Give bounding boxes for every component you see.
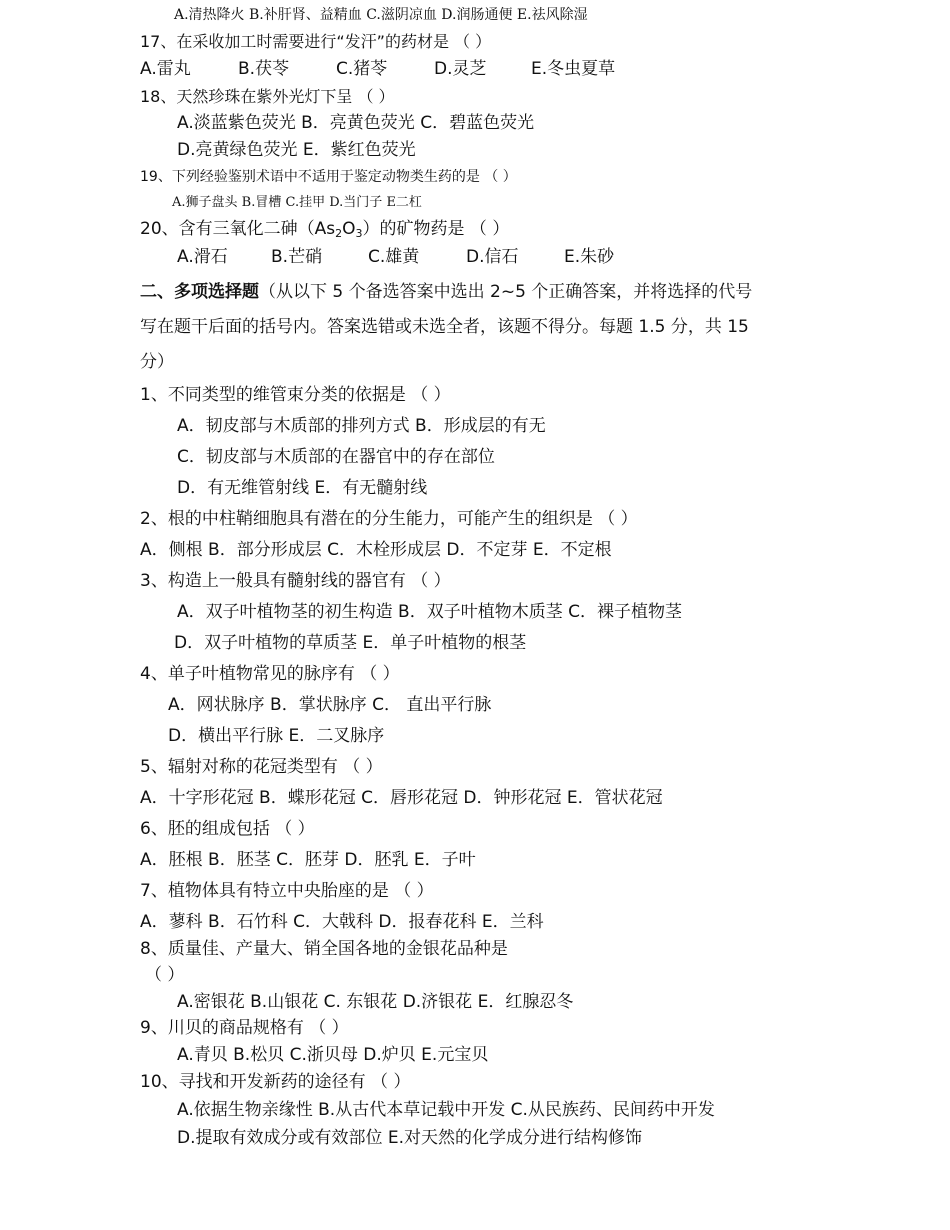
section2-intro-line3: 分） — [140, 352, 174, 372]
m7-options: A．蓼科 B．石竹科 C．大戟科 D．报春花科 E．兰科 — [140, 912, 544, 932]
q20-stem: 20、含有三氧化二砷$(As_2O_3)$的矿物药是 （ ） — [140, 219, 510, 240]
m1-stem: 1、不同类型的维管束分类的依据是 （ ） — [140, 385, 451, 405]
m1-options-line3: D．有无维管射线 E．有无髓射线 — [177, 478, 428, 498]
m3-options-line2: D．双子叶植物的草质茎 E．单子叶植物的根茎 — [174, 633, 527, 653]
q19-stem: 19、下列经验鉴别术语中不适用于鉴定动物类生药的是 （ ） — [140, 169, 517, 185]
m3-stem: 3、构造上一般具有髓射线的器官有 （ ） — [140, 571, 451, 591]
m2-stem: 2、根的中柱鞘细胞具有潜在的分生能力，可能产生的组织是 （ ） — [140, 509, 638, 529]
m2-options: A．侧根 B．部分形成层 C．木栓形成层 D．不定芽 E．不定根 — [140, 540, 612, 560]
q18-options-line1: A.淡蓝紫色荧光 B．亮黄色荧光 C．碧蓝色荧光 — [177, 113, 535, 133]
m6-stem: 6、胚的组成包括 （ ） — [140, 819, 315, 839]
m1-options-line2: C．韧皮部与木质部的在器官中的存在部位 — [177, 447, 495, 467]
q17-option-e: E.冬虫夏草 — [531, 59, 616, 79]
q17-option-c: C.猪苓 — [336, 59, 388, 79]
m6-options: A．胚根 B．胚茎 C．胚芽 D．胚乳 E．子叶 — [140, 850, 476, 870]
q20-option-e: E.朱砂 — [564, 247, 615, 267]
m10-stem: 10、寻找和开发新药的途径有 （ ） — [140, 1072, 411, 1092]
q17-option-b: B.茯苓 — [238, 59, 290, 79]
m4-options-line1: A．网状脉序 B．掌状脉序 C． 直出平行脉 — [168, 695, 492, 715]
q20-option-a: A.滑石 — [177, 247, 228, 267]
q16-options: A.清热降火 B.补肝肾、益精血 C.滋阴凉血 D.润肠通便 E.祛风除湿 — [174, 7, 588, 23]
m10-options-line1: A.依据生物亲缘性 B.从古代本草记载中开发 C.从民族药、民间药中开发 — [177, 1100, 715, 1120]
m3-options-line1: A．双子叶植物茎的初生构造 B．双子叶植物木质茎 C．裸子植物茎 — [177, 602, 682, 622]
q18-options-line2: D.亮黄绿色荧光 E．紫红色荧光 — [177, 140, 416, 160]
q17-option-a: A.雷丸 — [140, 59, 191, 79]
section2-intro-line1: 二、多项选择题（从以下 5 个备选答案中选出 2~5 个正确答案，并将选择的代号 — [140, 282, 753, 302]
section2-intro-line2: 写在题干后面的括号内。答案选错或未选全者，该题不得分。每题 1.5 分，共 15 — [140, 317, 749, 337]
m9-options: A.青贝 B.松贝 C.浙贝母 D.炉贝 E.元宝贝 — [177, 1045, 489, 1065]
m8-options: A.密银花 B.山银花 C. 东银花 D.济银花 E．红腺忍冬 — [177, 992, 574, 1012]
m9-stem: 9、川贝的商品规格有 （ ） — [140, 1018, 349, 1038]
m7-stem: 7、植物体具有特立中央胎座的是 （ ） — [140, 881, 434, 901]
m5-stem: 5、辐射对称的花冠类型有 （ ） — [140, 757, 383, 777]
m4-stem: 4、单子叶植物常见的脉序有 （ ） — [140, 664, 400, 684]
m8-bracket: （ ） — [145, 965, 185, 985]
q17-stem: 17、在采收加工时需要进行“发汗”的药材是 （ ） — [140, 32, 492, 51]
m8-stem: 8、质量佳、产量大、销全国各地的金银花品种是 — [140, 939, 508, 959]
m4-options-line2: D．横出平行脉 E．二叉脉序 — [168, 726, 385, 746]
q20-option-c: C.雄黄 — [368, 247, 420, 267]
q17-option-d: D.灵芝 — [434, 59, 487, 79]
q19-options: A.狮子盘头 B.冒槽 C.挂甲 D.当门子 E二杠 — [172, 195, 422, 210]
q18-stem: 18、天然珍珠在紫外光灯下呈 （ ） — [140, 87, 395, 106]
q20-option-b: B.芒硝 — [271, 247, 323, 267]
m10-options-line2: D.提取有效成分或有效部位 E.对天然的化学成分进行结构修饰 — [177, 1128, 643, 1148]
section2-title: 二、多项选择题 — [140, 282, 259, 302]
m1-options-line1: A．韧皮部与木质部的排列方式 B．形成层的有无 — [177, 416, 546, 436]
m5-options: A．十字形花冠 B．蝶形花冠 C．唇形花冠 D．钟形花冠 E．管状花冠 — [140, 788, 663, 808]
q20-option-d: D.信石 — [466, 247, 519, 267]
